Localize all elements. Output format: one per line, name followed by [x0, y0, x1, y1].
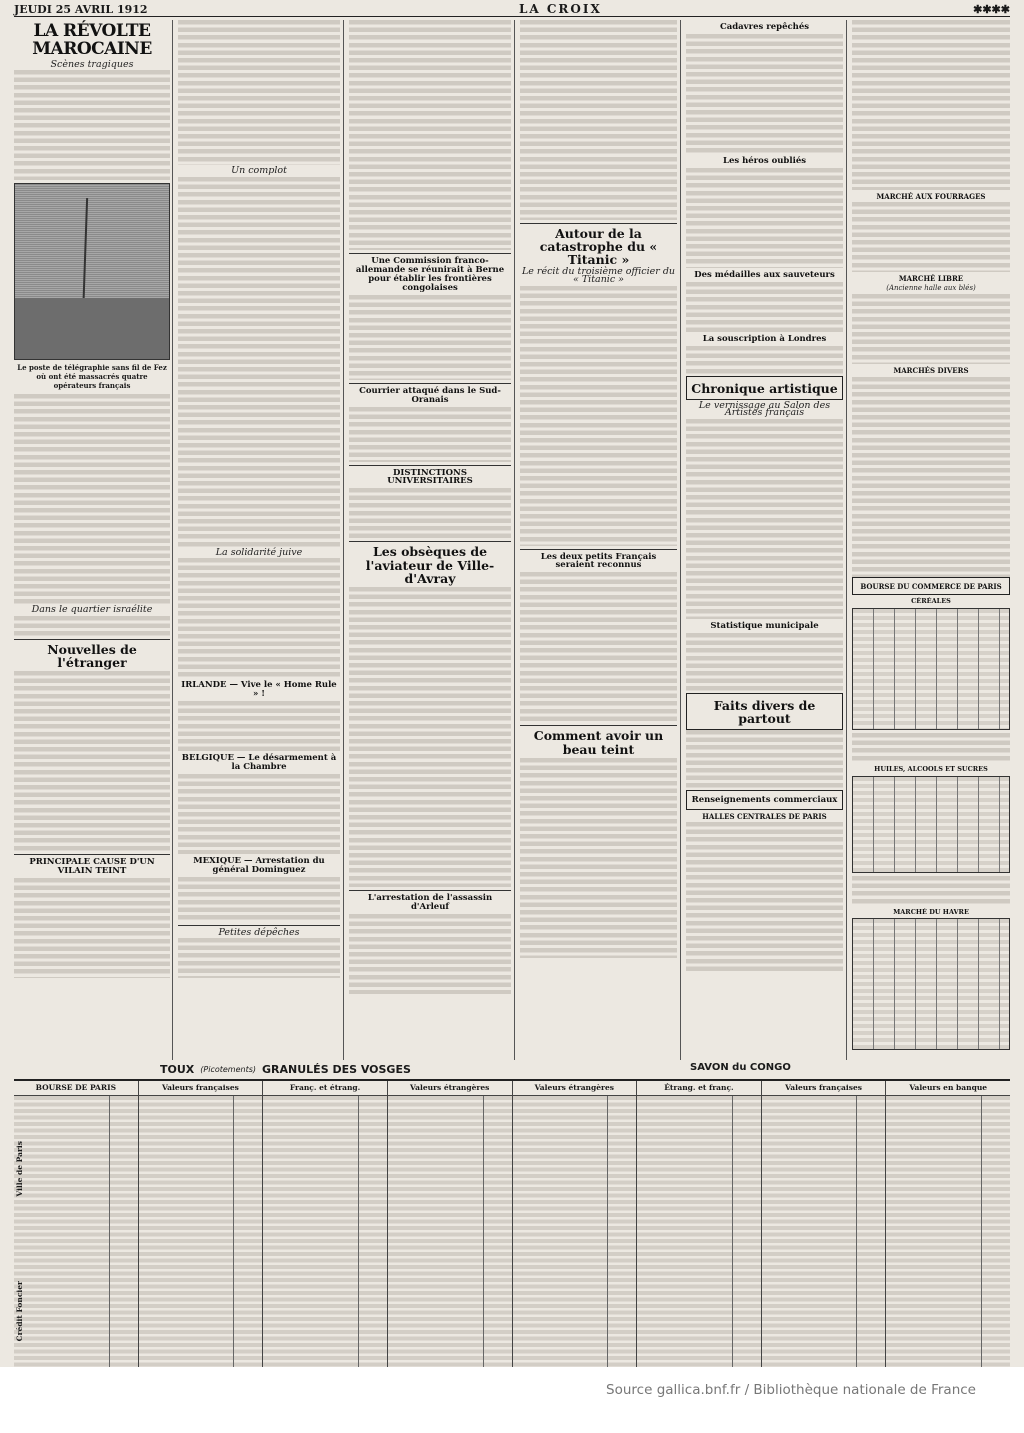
- headline-bourse-commerce: BOURSE DU COMMERCE DE PARIS: [860, 581, 1002, 591]
- headline-vilain-teint: PRINCIPALE CAUSE D'UN VILAIN TEINT: [29, 857, 155, 877]
- column-3: [349, 20, 511, 1060]
- bourse-tables: [14, 1079, 1010, 1370]
- column-6: [852, 20, 1010, 1060]
- column-rule: [172, 20, 173, 1060]
- headline-renseignements: Renseignements commerciaux: [691, 795, 838, 806]
- subhead-halles: HALLES CENTRALES DE PARIS: [702, 812, 827, 822]
- headline-revolte: LA RÉVOLTE MAROCAINE: [32, 21, 152, 59]
- bourse-col: Valeurs françaises: [139, 1081, 264, 1369]
- bourse-col: Valeurs françaises: [762, 1081, 887, 1369]
- bourse-col: [14, 1081, 139, 1369]
- bourse-col: Franç. et étrang.: [263, 1081, 388, 1369]
- headline-heros: Les héros oubliés: [722, 155, 807, 166]
- bourse-title: BOURSE DE PARIS: [14, 1081, 138, 1096]
- section-mexique: MEXIQUE — Arrestation du général Dominguez: [193, 855, 325, 875]
- footer-bar: [0, 1367, 1024, 1433]
- subhead-complot: Un complot: [231, 165, 287, 176]
- headline-courrier: Courrier attaqué dans le Sud-Oranais: [359, 385, 501, 405]
- bourse-col: Étrang. et franç.: [637, 1081, 762, 1369]
- headline-chronique: Chronique artistique: [691, 380, 838, 396]
- column-4: [520, 20, 677, 1060]
- photo-caption: Le poste de télégraphie sans fil de Fez où ont été massacrés quatre opérateurs français: [17, 363, 167, 391]
- masthead-date: JEUDI 25 AVRIL 1912: [14, 2, 148, 16]
- masthead-ornament: ✱✱✱✱: [973, 2, 1010, 16]
- ad-toux-label: TOUX: [160, 1062, 195, 1076]
- masthead-title: LA CROIX: [518, 2, 602, 16]
- subhead-cereales: CÉRÉALES: [911, 596, 951, 605]
- subhead-recit: Le récit du troisième officier du « Titanic »: [521, 266, 676, 285]
- headline-arrestation: L'arrestation de l'assassin d'Arleuf: [367, 892, 493, 912]
- subhead-depeches: Petites dépêches: [218, 926, 300, 938]
- headline-obseques: Les obsèques de l'aviateur de Ville-d'Avray: [365, 544, 495, 586]
- headline-cadavres: Cadavres repêchés: [719, 22, 810, 32]
- subhead-halle-bles: (Ancienne halle aux blés): [886, 283, 976, 292]
- side-label-ville: Ville de Paris: [15, 1141, 24, 1197]
- side-label-credit: Crédit Foncier: [15, 1281, 24, 1342]
- column-5: [686, 20, 843, 1060]
- ad-granules: GRANULÉS DES VOSGES: [262, 1062, 411, 1076]
- photo-tsf-fez: [14, 183, 170, 360]
- column-1: [14, 20, 170, 1060]
- ad-savon: SAVON du CONGO: [690, 1062, 791, 1073]
- headline-commission: Une Commission franco-allemande se réunirait à Berne pour établir les frontières congolaises: [355, 256, 505, 293]
- subhead-vernissage: Le vernissage au Salon des Artistes français: [698, 399, 831, 419]
- table-huiles: [852, 776, 1010, 873]
- table-cereales: [852, 608, 1010, 730]
- headline-fourrages: MARCHÉ AUX FOURRAGES: [876, 192, 986, 201]
- headline-marches-divers: MARCHÉS DIVERS: [893, 366, 969, 376]
- subhead-scenes: Scènes tragiques: [50, 58, 134, 70]
- ad-toux: [160, 1062, 680, 1076]
- headline-faits-divers: Faits divers de partout: [713, 697, 816, 727]
- bourse-col: Valeurs étrangères: [513, 1081, 638, 1369]
- column-rule: [343, 20, 344, 1060]
- subhead-solidarite: La solidarité juive: [215, 546, 303, 558]
- source-credit[interactable]: Source gallica.bnf.fr / Bibliothèque nationale de France: [606, 1382, 976, 1398]
- headline-petits-francais: Les deux petits Français seraient reconnus: [540, 551, 657, 571]
- headline-medailles: Des médailles aux sauveteurs: [694, 269, 835, 280]
- headline-distinctions: DISTINCTIONS UNIVERSITAIRES: [387, 467, 473, 487]
- bourse-col: Valeurs étrangères: [388, 1081, 513, 1369]
- headline-marche-libre: MARCHÉ LIBRE: [898, 274, 964, 284]
- headline-huiles: HUILES, ALCOOLS ET SUCRES: [874, 764, 988, 773]
- headline-etranger: Nouvelles de l'étranger: [47, 641, 137, 670]
- table-havre: [852, 918, 1010, 1050]
- headline-souscription: La souscription à Londres: [702, 333, 827, 344]
- section-irlande: IRLANDE — Vive le « Home Rule » !: [181, 680, 337, 700]
- column-rule: [514, 20, 515, 1060]
- headline-statistique: Statistique municipale: [710, 621, 819, 631]
- headline-beau-teint: Comment avoir un beau teint: [533, 728, 664, 757]
- column-2: [178, 20, 340, 1060]
- section-belgique: BELGIQUE — Le désarmement à la Chambre: [181, 753, 337, 772]
- masthead: [14, 2, 1010, 17]
- headline-titanic: Autour de la catastrophe du « Titanic »: [539, 226, 658, 268]
- bourse-col: Valeurs en banque: [886, 1081, 1010, 1369]
- ad-toux-sub: (Picotements): [200, 1064, 257, 1074]
- column-rule: [680, 20, 681, 1060]
- headline-havre: MARCHÉ DU HAVRE: [893, 907, 969, 916]
- column-rule: [846, 20, 847, 1060]
- subhead-quartier: Dans le quartier israélite: [31, 604, 153, 616]
